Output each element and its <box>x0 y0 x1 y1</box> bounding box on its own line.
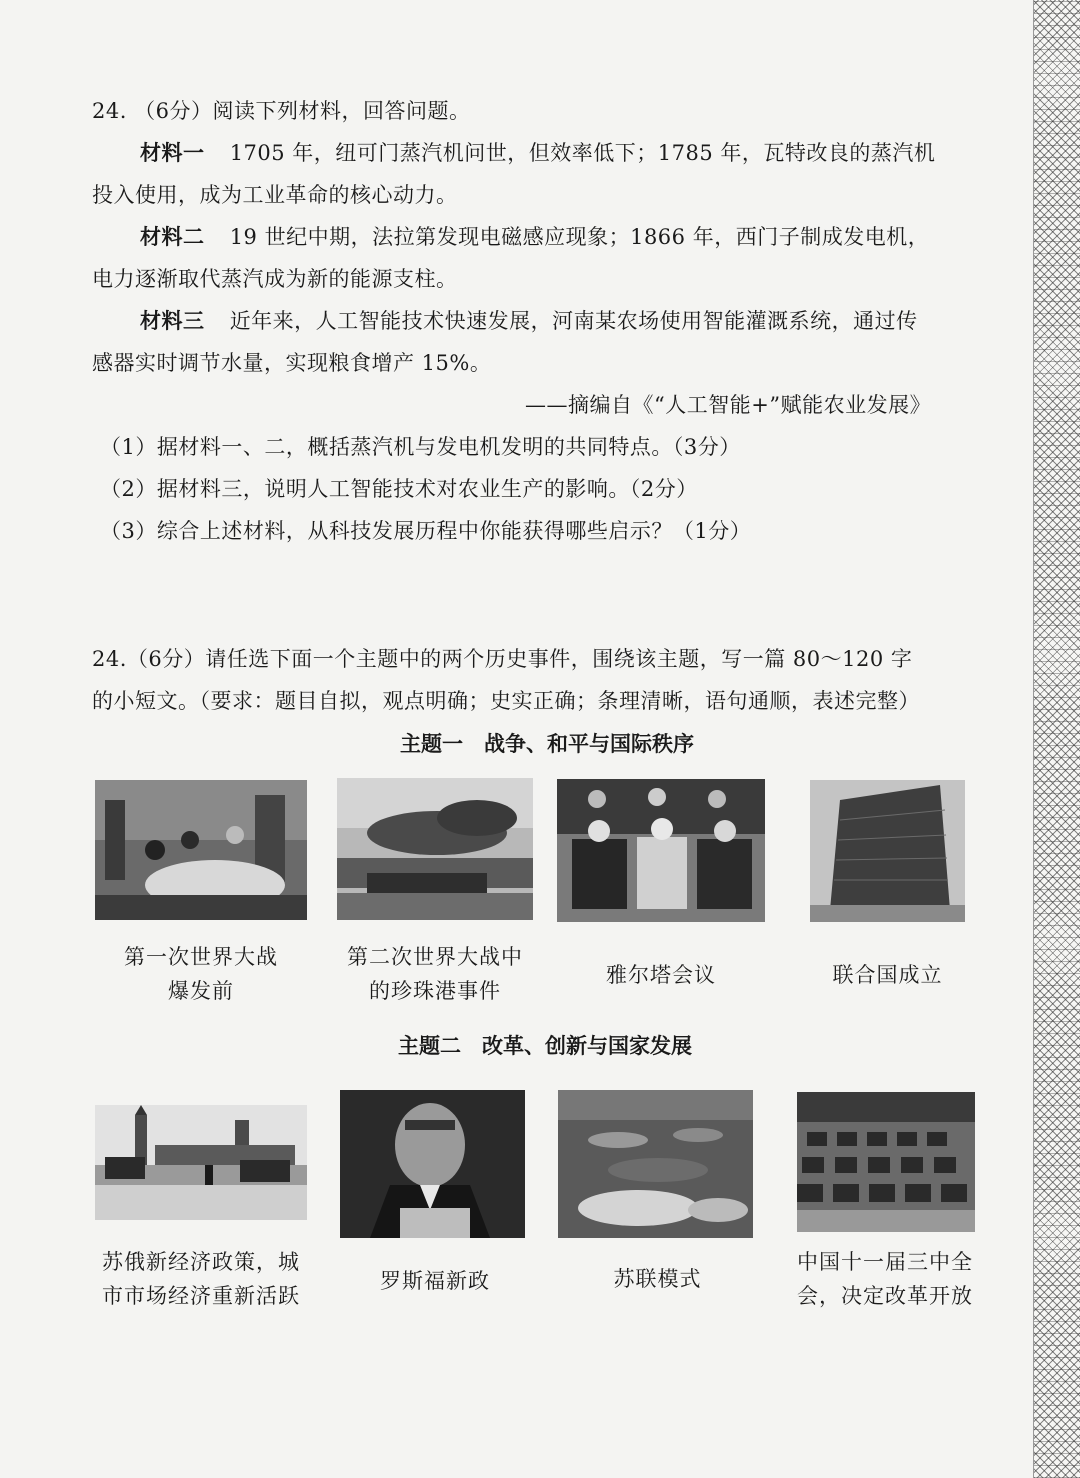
material-1-line-2: 投入使用，成为工业革命的核心动力。 <box>92 183 458 207</box>
caption-pearl-harbor: 第二次世界大战中 的珍珠港事件 <box>347 945 523 1003</box>
sub-question-2: （2）据材料三，说明人工智能技术对农业生产的影响。（2分） <box>100 477 698 501</box>
material-3-line-2: 感器实时调节水量，实现粮食增产 15%。 <box>92 351 492 375</box>
photo-roosevelt-new-deal <box>340 1090 525 1238</box>
photo-third-plenum <box>797 1092 975 1232</box>
photo-soviet-model <box>558 1090 753 1238</box>
material-2-line-1: 材料二 19 世纪中期，法拉第发现电磁感应现象；1866 年，西门子制成发电机， <box>140 224 930 249</box>
sub-question-1: （1）据材料一、二，概括蒸汽机与发电机发明的共同特点。（3分） <box>100 435 741 459</box>
photo-nep <box>95 1105 307 1220</box>
sub-question-3: （3）综合上述材料，从科技发展历程中你能获得哪些启示？（1分） <box>100 519 752 543</box>
material-source: ——摘编自《“人工智能+”赋能农业发展》 <box>525 393 932 417</box>
q1-number: 24. <box>92 99 127 123</box>
q2-line-2: 的小短文。（要求：题目自拟，观点明确；史实正确；条理清晰，语句通顺，表述完整） <box>92 689 920 713</box>
material-3-label: 材料三 <box>140 308 205 333</box>
photo-pearl-harbor <box>337 778 533 920</box>
material-1-line-1: 材料一 1705 年，纽可门蒸汽机问世，但效率低下；1785 年，瓦特改良的蒸汽机 <box>140 140 936 165</box>
q2-line-1: 24.（6分）请任选下面一个主题中的两个历史事件，围绕该主题，写一篇 80～120 字 <box>92 647 913 671</box>
caption-yalta-conference: 雅尔塔会议 <box>606 963 716 987</box>
material-1-label: 材料一 <box>140 140 205 165</box>
photo-un-founding <box>810 780 965 922</box>
decorative-border <box>1033 0 1080 1478</box>
caption-soviet-model: 苏联模式 <box>613 1267 702 1291</box>
theme-1-title: 主题一 战争、和平与国际秩序 <box>400 732 694 756</box>
photo-yalta-conference <box>557 779 765 922</box>
caption-third-plenum: 中国十一届三中全 会，决定改革开放 <box>797 1250 973 1308</box>
q1-heading <box>92 96 470 126</box>
material-3-line-1: 材料三 近年来，人工智能技术快速发展，河南某农场使用智能灌溉系统，通过传 <box>140 308 918 333</box>
q1-heading-text: （6分）阅读下列材料，回答问题。 <box>134 99 471 123</box>
material-2-label: 材料二 <box>140 224 205 249</box>
caption-ww1-eve: 第一次世界大战 爆发前 <box>124 945 278 1003</box>
material-2-line-2: 电力逐渐取代蒸汽成为新的能源支柱。 <box>92 267 458 291</box>
theme-2-title: 主题二 改革、创新与国家发展 <box>398 1034 692 1058</box>
caption-roosevelt-new-deal: 罗斯福新政 <box>380 1269 490 1293</box>
caption-nep: 苏俄新经济政策，城 市市场经济重新活跃 <box>102 1250 300 1308</box>
photo-ww1-eve <box>95 780 307 920</box>
caption-un-founding: 联合国成立 <box>832 963 943 987</box>
